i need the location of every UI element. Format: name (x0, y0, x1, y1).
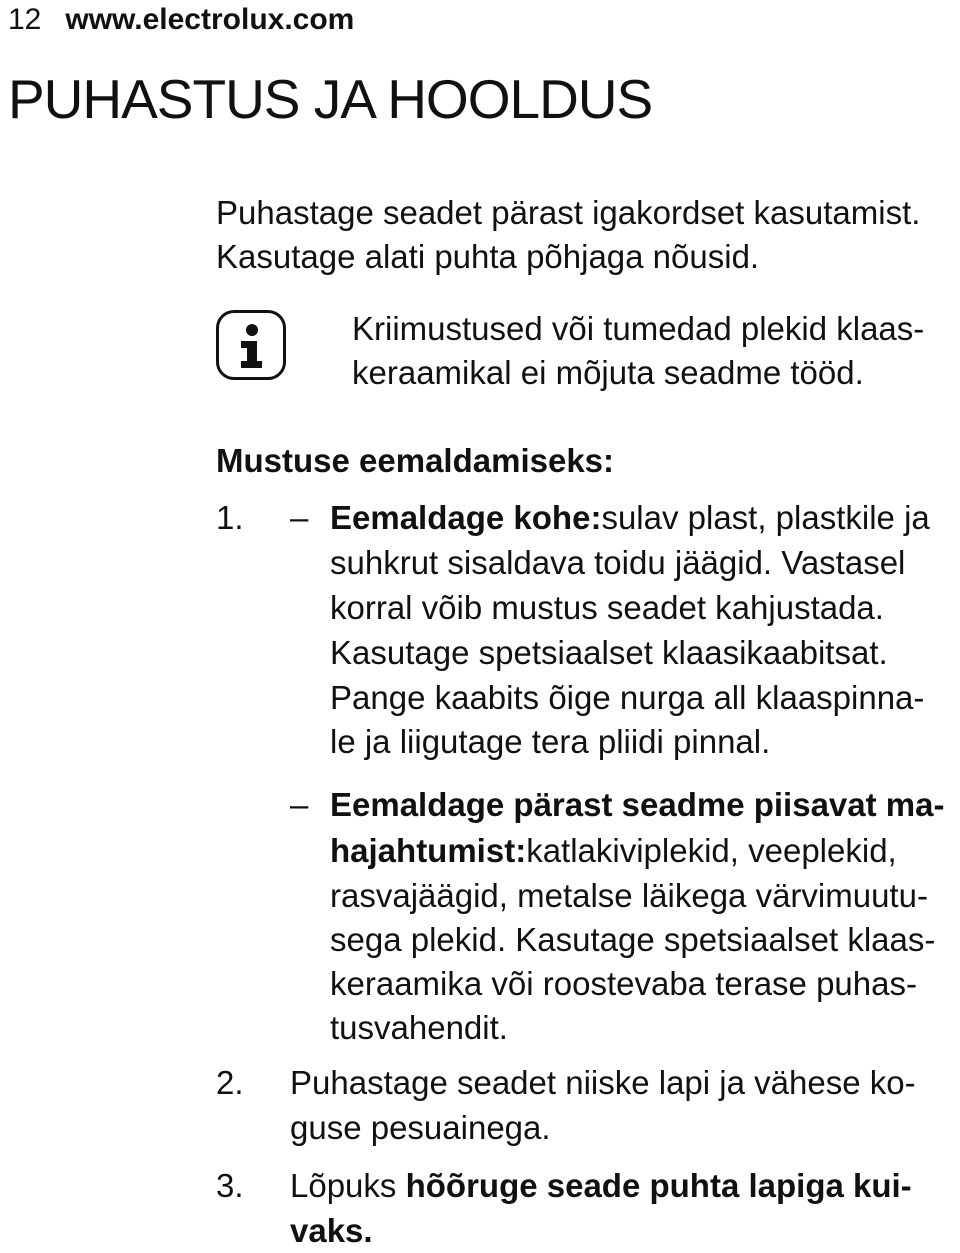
page-header (8, 2, 354, 38)
intro-line-1: Puhastage seadet pärast igakordset kasutamist. (216, 194, 921, 231)
dash-bullet: – (290, 786, 309, 823)
bullet1-line-5: Pange kaabits õige nurga all klaaspinna- (330, 679, 925, 716)
bullet1-label: Eemaldage kohe: (330, 499, 602, 536)
step-number-1: 1. (216, 499, 244, 536)
step3-line-2: vaks. (290, 1212, 373, 1249)
bullet1-line-4: Kasutage spetsiaalset klaasikaabitsat. (330, 634, 888, 671)
section-title: PUHASTUS JA HOOLDUS (8, 68, 653, 130)
bullet2-line-3: rasvajäägid, metalse läikega värvimuutu- (330, 877, 928, 914)
bullet1-line-3: korral võib mustus seadet kahjustada. (330, 589, 884, 626)
step3-bold: hõõruge seade puhta lapiga kui- (405, 1167, 912, 1204)
bullet1-line-2: suhkrut sisaldava toidu jäägid. Vastasel (330, 544, 906, 581)
dash-bullet: – (290, 499, 309, 536)
bullet2-line-6: tusvahendit. (330, 1009, 508, 1046)
info-note-line-1: Kriimustused või tumedad plekid klaas- (352, 310, 925, 347)
bullet2-label: hajahtumist: (330, 832, 527, 869)
step-number-3: 3. (216, 1167, 244, 1204)
step3-line-1 (290, 1163, 912, 1208)
page-number: 12 (8, 3, 42, 36)
bullet2-line-2 (330, 828, 897, 873)
bullet2-line-4: sega plekid. Kasutage spetsiaalset klaas- (330, 921, 936, 958)
info-note-line-2: keraamikal ei mõjuta seadme tööd. (352, 354, 864, 391)
bullet2-label-line-1: Eemaldage pärast seadme piisavat ma- (330, 786, 945, 823)
bullet1-line-1 (330, 495, 930, 540)
step3-prefix: Lõpuks (290, 1167, 406, 1204)
intro-line-2: Kasutage alati puhta põhjaga nõusid. (216, 238, 760, 275)
step-number-2: 2. (216, 1064, 244, 1101)
step2-line-2: guse pesuainega. (290, 1109, 551, 1146)
info-icon (216, 310, 286, 380)
step2-line-1: Puhastage seadet niiske lapi ja vähese ko- (290, 1064, 916, 1101)
website-link[interactable]: www.electrolux.com (65, 3, 355, 36)
subheading: Mustuse eemaldamiseks: (216, 442, 615, 479)
bullet2-text: katlakiviplekid, veeplekid, (526, 832, 897, 869)
bullet1-text: sulav plast, plastkile ja (601, 499, 930, 536)
bullet2-line-5: keraamika või roostevaba terase puhas- (330, 965, 917, 1002)
bullet1-line-6: le ja liigutage tera pliidi pinnal. (330, 723, 771, 760)
